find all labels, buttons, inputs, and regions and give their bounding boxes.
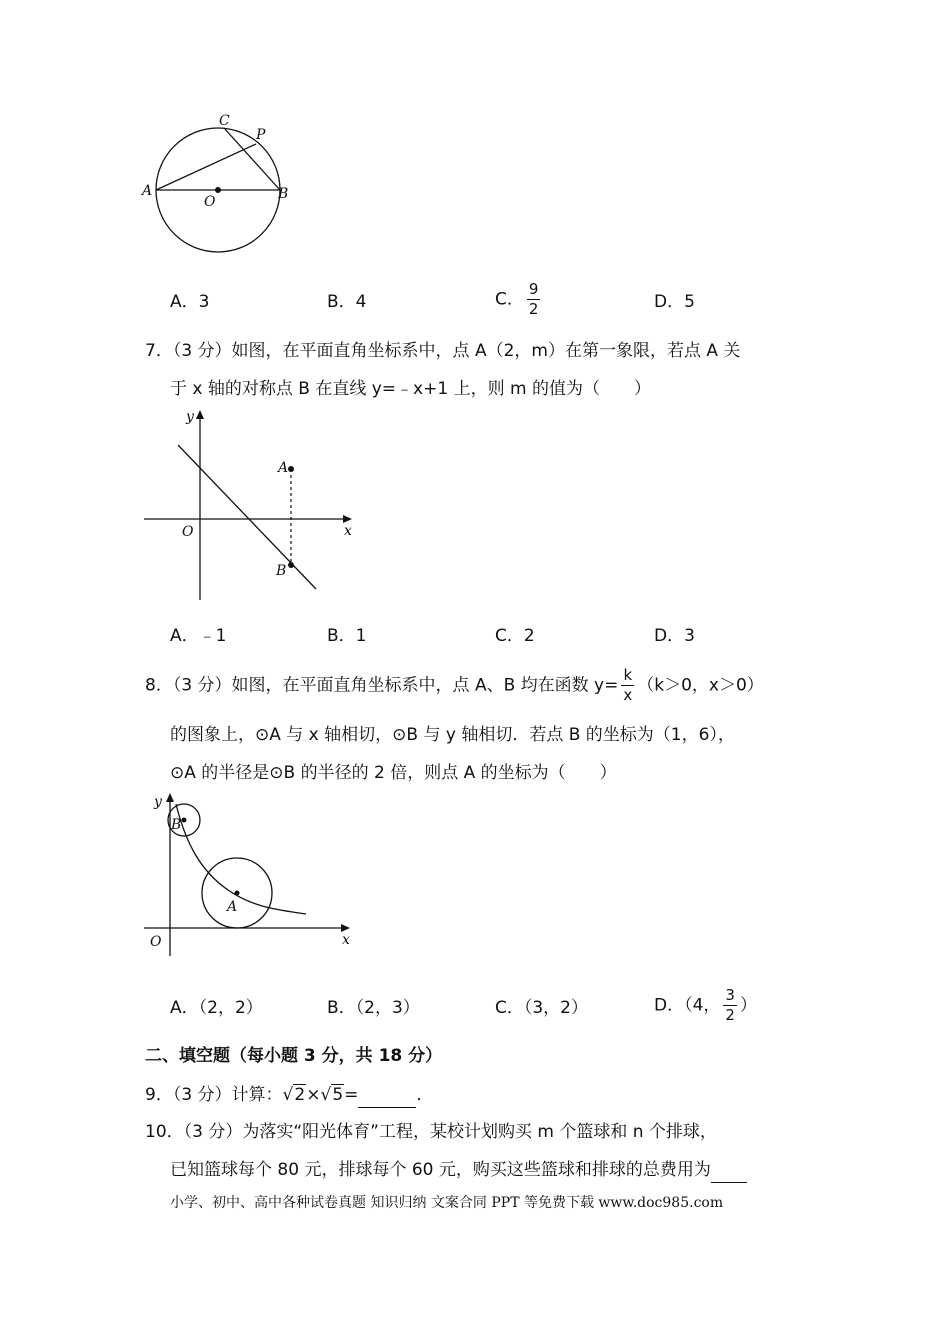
q7-label-o: O	[182, 524, 194, 540]
q6-option-d: D．5	[654, 292, 695, 312]
q6-fraction: $\frac{9}{2}$	[528, 280, 539, 318]
q7-label-x: x	[344, 523, 352, 539]
q8-line-1: 8．（3 分）如图，在平面直角坐标系中，点 A、B 均在函数 y= $\frac{k}{x}$ （k＞0，x＞0）	[145, 666, 764, 704]
q7-line-1: 7．（3 分）如图，在平面直角坐标系中，点 A（2，m）在第一象限，若点 A 关	[145, 341, 741, 361]
q6-label-c: C	[219, 113, 230, 129]
q7-option-c: C．2	[495, 626, 535, 646]
q8-label-b: B	[171, 817, 182, 833]
q8-option-a: A．（2，2）	[170, 998, 263, 1018]
q6-label-p: P	[256, 127, 266, 143]
q8-label-a: A	[227, 899, 238, 915]
q6-option-b: B．4	[327, 292, 367, 312]
q6-circle-figure	[140, 110, 300, 260]
q8-fraction: $\frac{k}{x}$	[623, 666, 633, 704]
q7-option-b: B．1	[327, 626, 367, 646]
q6-label-a: A	[142, 183, 153, 199]
q8-line-2: 的图象上，⊙A 与 x 轴相切，⊙B 与 y 轴相切．若点 B 的坐标为（1，6），	[170, 725, 735, 745]
q6-option-a: A．3	[170, 292, 210, 312]
q7-line-2: 于 x 轴的对称点 B 在直线 y=﹣x+1 上，则 m 的值为（ ）	[170, 379, 651, 399]
page-footer: 小学、初中、高中各种试卷真题 知识归纳 文案合同 PPT 等免费下载 www.doc985.com	[170, 1195, 724, 1211]
q7-coordinate-figure	[140, 405, 365, 605]
q9-answer-blank[interactable]	[358, 1083, 416, 1108]
q8-option-c: C．（3，2）	[495, 998, 589, 1018]
q7-label-b: B	[276, 563, 287, 579]
q6-label-o: O	[204, 194, 216, 210]
q7-option-a: A．﹣1	[170, 626, 227, 646]
q8-label-o: O	[150, 934, 162, 950]
q10-line-1: 10．（3 分）为落实“阳光体育”工程，某校计划购买 m 个篮球和 n 个排球，	[145, 1122, 717, 1142]
q9-sqrt-2: √5	[320, 1085, 344, 1105]
q10-answer-blank[interactable]	[711, 1158, 747, 1183]
q8-line-3: ⊙A 的半径是⊙B 的半径的 2 倍，则点 A 的坐标为（ ）	[170, 763, 617, 783]
q8-label-x: x	[342, 932, 350, 948]
q9-sqrt-1: √2	[282, 1085, 306, 1105]
q6-label-b: B	[278, 186, 289, 202]
q8-option-d: D．（4， $\frac{3}{2}$ ）	[654, 986, 757, 1024]
q7-option-d: D．3	[654, 626, 695, 646]
q9-line: 9．（3 分）计算：√2×√5= ．	[145, 1083, 433, 1108]
q10-line-2: 已知篮球每个 80 元，排球每个 60 元，购买这些篮球和排球的总费用为	[170, 1158, 747, 1183]
q8-hyperbola-figure	[140, 790, 360, 960]
q7-label-y: y	[186, 409, 194, 425]
q8-option-d-fraction: $\frac{3}{2}$	[725, 986, 735, 1024]
q7-label-a: A	[278, 460, 289, 476]
q8-option-b: B．（2，3）	[327, 998, 420, 1018]
section-2-title: 二、填空题（每小题 3 分，共 18 分）	[145, 1046, 443, 1066]
q8-label-y: y	[154, 794, 162, 810]
q6-option-c: C． $\frac{9}{2}$	[495, 280, 539, 318]
